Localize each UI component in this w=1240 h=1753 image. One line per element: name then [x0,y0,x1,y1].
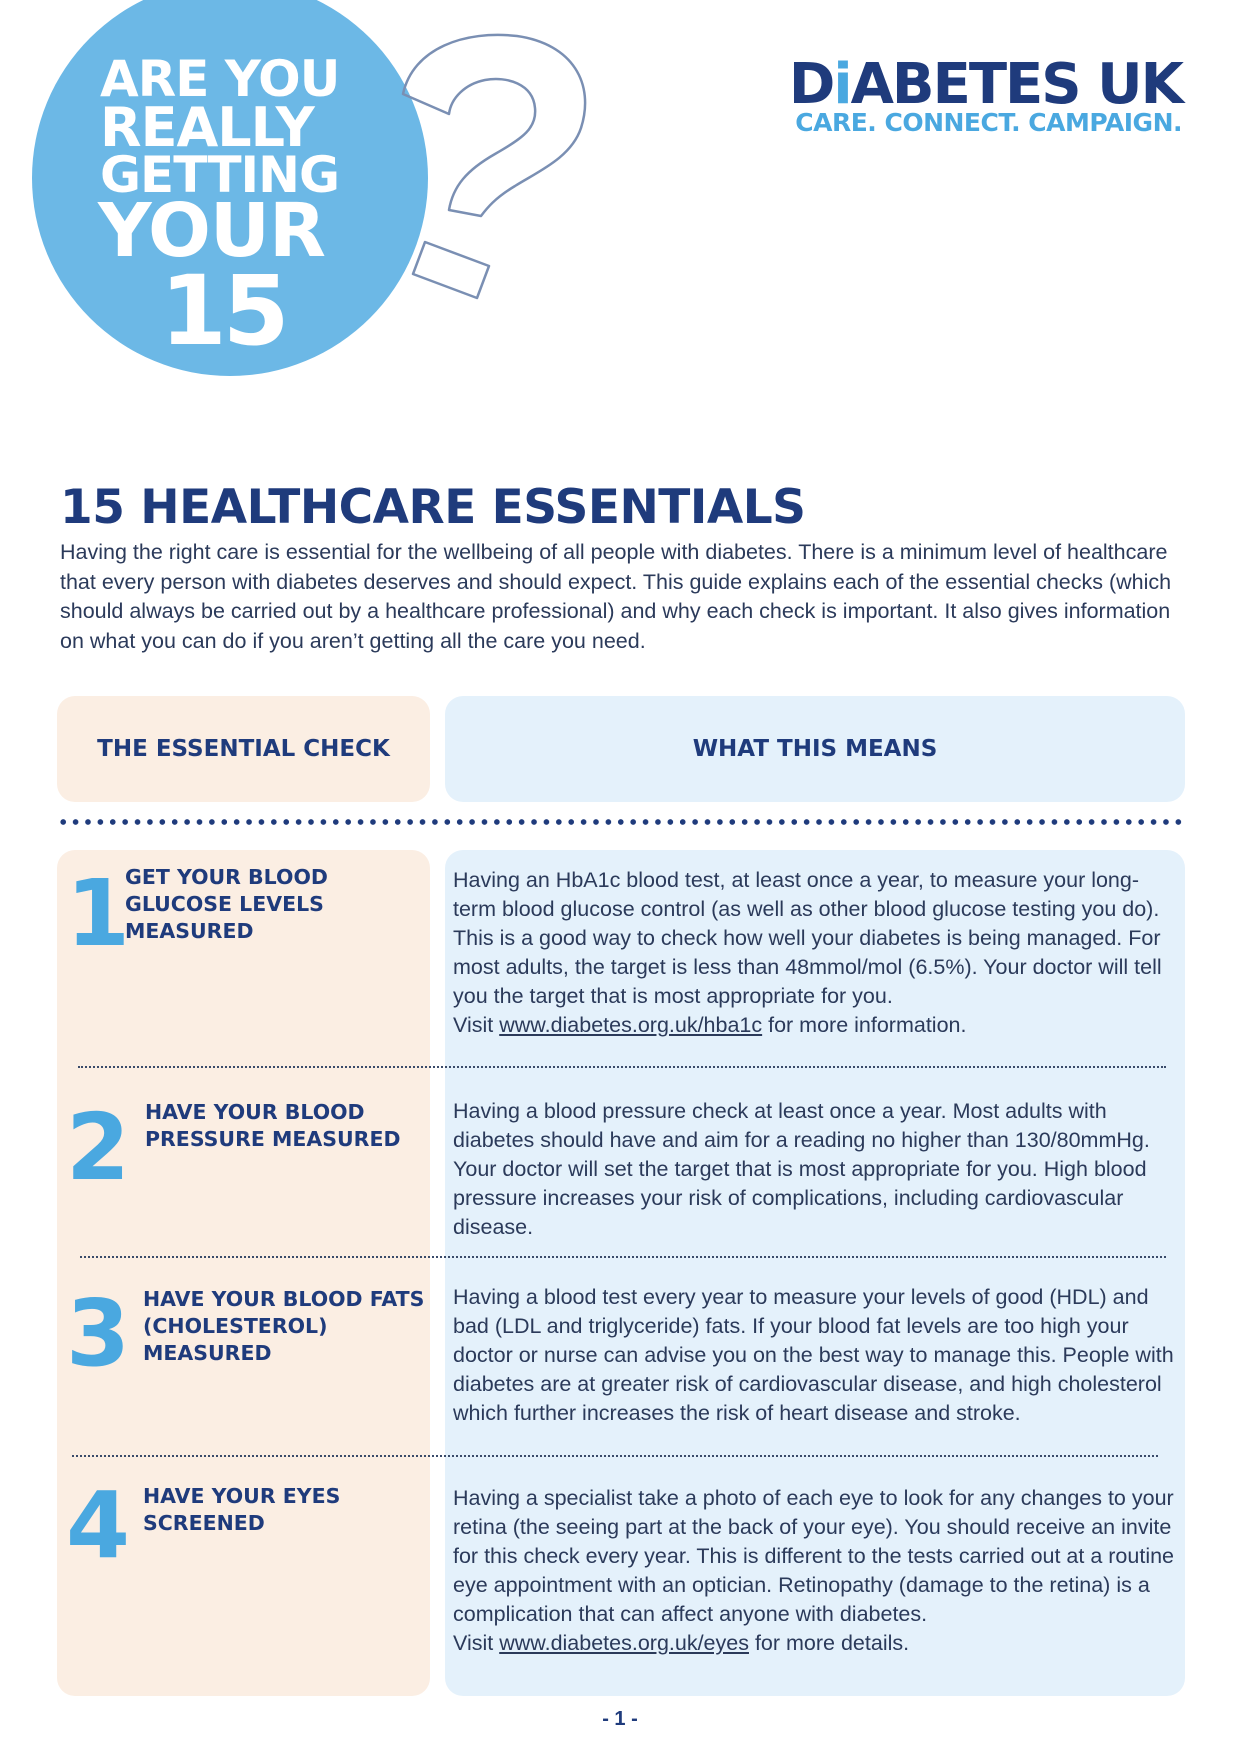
eyes-link[interactable]: www.diabetes.org.uk/eyes [499,1631,749,1655]
section-title: 15 HEALTHCARE ESSENTIALS [60,480,806,535]
row-separator [78,1066,1166,1068]
check-title-4: HAVE YOUR EYES SCREENED [143,1484,341,1535]
check-number-3: 3 [66,1280,131,1387]
check-title-3: HAVE YOUR BLOOD FATS (CHOLESTEROL) MEASURED [143,1287,425,1365]
dotted-divider [57,818,1185,826]
check-description-2: Having a blood pressure check at least once a year. Most adults with diabetes should have and aim for a reading no higher than 130/80mmHg. Your doctor will set the target that is most appropriate for you. High blood pressure increases your risk of complications, including cardiovascular disease. [453,1099,1150,1239]
header-essential-check: THE ESSENTIAL CHECK [57,696,430,802]
logo-title: DiABETES UK [788,52,1182,117]
row-separator [80,1256,1166,1258]
hero-line-1: ARE YOU [100,50,340,108]
hero-line-5: 15 [160,255,286,367]
check-description-1: Having an HbA1c blood test, at least once a year, to measure your long-term blood glucose control (as well as other blood glucose testing you do). This is a good way to check how well your diabetes is being managed. For most adults, the target is less than 48mmol/mol (6.5%). Your doctor will tell you the target that is most appropriate for you. Visit www.diabetes.org.uk/hba1c for more information. [453,868,1162,1037]
hba1c-link[interactable]: www.diabetes.org.uk/hba1c [499,1013,763,1037]
check-title-1: GET YOUR BLOOD GLUCOSE LEVELS MEASURED [125,865,328,943]
check-description-4: Having a specialist take a photo of each eye to look for any changes to your retina (the seeing part at the back of your eye). You should receive an invite for this check every year. This is different to the tests carried out at a routine eye appointment with an optician. Retinopathy (damage to the retina) is a complication that can affect anyone with diabetes. Visit www.diabetes.org.uk/eyes for more details. [453,1486,1175,1655]
logo-tagline: CARE. CONNECT. CAMPAIGN. [795,108,1182,137]
check-number-1: 1 [66,860,131,967]
hero-line-4: YOUR [98,188,325,274]
check-number-2: 2 [66,1094,131,1201]
hero-line-2: REALLY [100,96,314,159]
intro-paragraph: Having the right care is essential for the wellbeing of all people with diabetes. There is a minimum level of healthcare that every person with diabetes deserves and should expect. This guide explains each of the essential checks (which should always be carried out by a healthcare professional) and why each check is important. It also gives information on what you can do if you aren’t getting all the care you need. [60,540,1172,653]
page-number: - 1 - [602,1708,638,1730]
row-separator [72,1455,1158,1457]
hero-line-3: GETTING [100,146,340,204]
header-what-this-means: WHAT THIS MEANS [445,696,1185,802]
question-mark-icon [395,30,605,300]
check-description-3: Having a blood test every year to measure your levels of good (HDL) and bad (LDL and triglyceride) fats. If your blood fat levels are too high your doctor or nurse can advise you on the best way to manage this. People with diabetes are at greater risk of cardiovascular disease, and high cholesterol which further increases the risk of heart disease and stroke. [453,1285,1174,1425]
check-title-2: HAVE YOUR BLOOD PRESSURE MEASURED [145,1100,401,1151]
check-number-4: 4 [66,1472,131,1579]
